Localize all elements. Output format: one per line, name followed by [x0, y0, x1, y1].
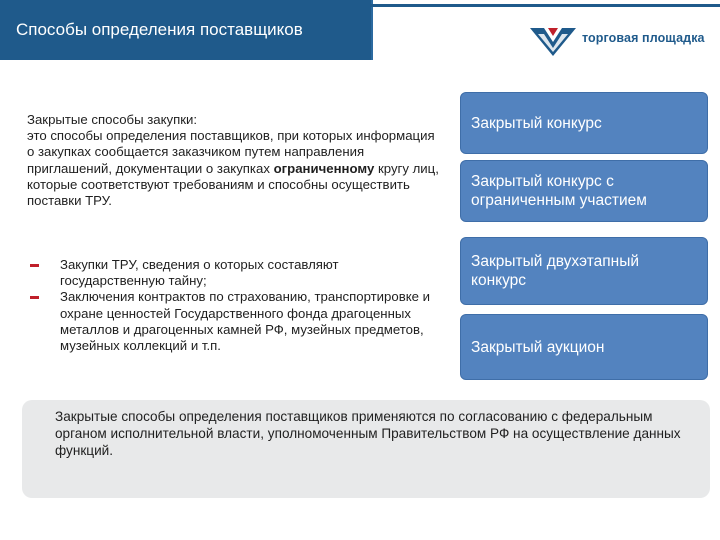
- note-text: Закрытые способы определения поставщиков применяются по согласованию с федеральным органом исполнительной власти, уполномоченным Правительством РФ на осуществление данных функций.: [55, 409, 681, 458]
- description-bold: ограниченному: [273, 160, 375, 176]
- method-box: Закрытый конкурс: [460, 92, 708, 154]
- list-item: [30, 289, 446, 354]
- logo-text: торговая площадка: [582, 31, 705, 45]
- method-box: Закрытый аукцион: [460, 314, 708, 380]
- description-block: [27, 112, 443, 209]
- bullet-text: Закупки ТРУ, сведения о которых составляют государственную тайну;: [60, 257, 339, 289]
- description-text: [27, 128, 443, 209]
- list-item: [30, 257, 446, 289]
- method-box: Закрытый конкурс с ограниченным участием: [460, 160, 708, 222]
- logo-mark-icon: [528, 22, 578, 58]
- page-title: Способы определения поставщиков: [16, 20, 303, 39]
- bullet-marker-icon: [30, 296, 39, 299]
- bullet-list: [30, 257, 446, 354]
- header-divider: [371, 4, 720, 7]
- title-banner: [0, 0, 373, 60]
- bullet-marker-icon: [30, 264, 39, 267]
- bullet-text: Заключения контрактов по страхованию, транспортировке и охране ценностей Государственного фонда драгоценных металлов и драгоценных камней РФ, музейных предметов, музейных коллекций и т.п.: [60, 289, 430, 354]
- note-box: [22, 400, 710, 498]
- logo: [528, 22, 714, 58]
- description-part-2: кругу лиц, которые соответствуют требованиям и способны осуществить поставки ТРУ.: [27, 160, 439, 209]
- header-bar: [0, 0, 720, 68]
- description-heading: Закрытые способы закупки:: [27, 112, 198, 127]
- description-part-1: это способы определения поставщиков, при которых информация о закупках сообщается заказчиком путем направления приглашений, документации о закупках: [27, 128, 435, 176]
- method-box: Закрытый двухэтапный конкурс: [460, 237, 708, 305]
